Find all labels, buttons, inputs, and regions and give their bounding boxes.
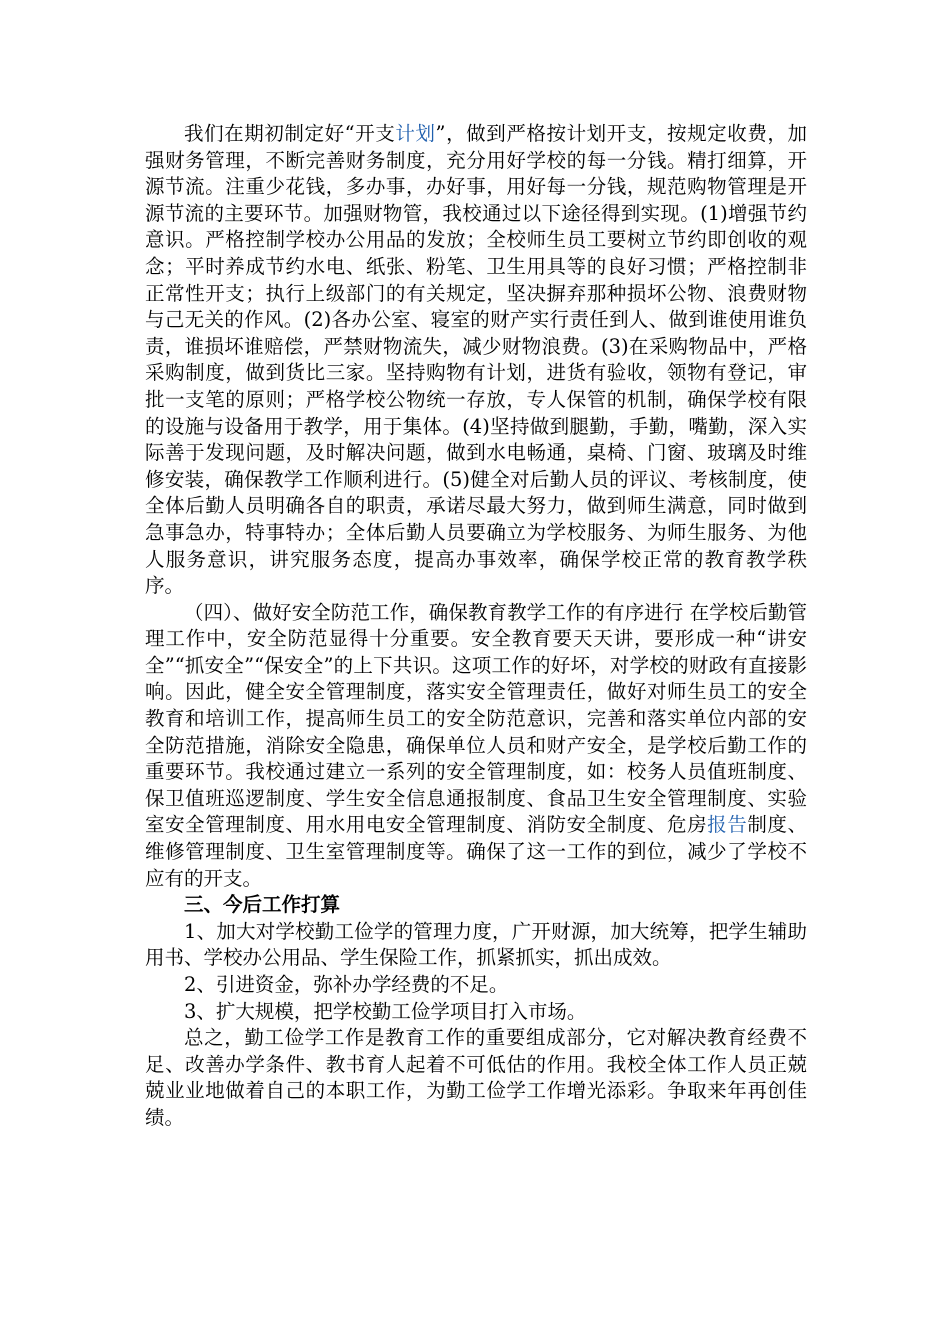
paragraph-conclusion: 总之，勤工俭学工作是教育工作的重要组成部分，它对解决教育经费不足、改善办学条件、教书育人起着不可低估的作用。我校全体工作人员正兢兢业业地做着自己的本职工作，为勤工俭学工作增光添彩。争取来年再创佳绩。: [145, 1026, 807, 1129]
report-link[interactable]: 报告: [707, 813, 748, 837]
plan-item-3: 3、扩大规模，把学校勤工俭学项目打入市场。: [184, 999, 587, 1023]
paragraph-text: （四）、做好安全防范工作，确保教育教学工作的有序进行 在学校后勤管理工作中，安全防范显得十分重要。安全教育要天天讲，要形成一种“讲安全”“抓安全”“保安全”的上下共识。这项工作的好坏，对学校的财政有直接影响。因此，健全安全管理制度，落实安全管理责任，做好对师生员工的安全教育和培训工作，提高师生员工的安全防范意识，完善和落实单位内部的安全防范措施，消除安全隐患，确保单位人员和财产安全，是学校后勤工作的重要环节。我校通过建立一系列的安全管理制度，如：校务人员值班制度、保卫值班巡逻制度、学生安全信息通报制度、食品卫生安全管理制度、实验室安全管理制度、用水用电安全管理制度、消防安全制度、危房: [145, 600, 807, 837]
paragraph-text: 制度、维修管理制度、卫生室管理制度等。确保了这一工作的到位，减少了学校不应有的开支。: [145, 813, 807, 890]
paragraph-safety-work: [145, 600, 807, 893]
paragraph-budget-control: [145, 121, 807, 600]
section-heading-future-plans: 三、今后工作打算: [184, 893, 341, 917]
paragraph-text: 我们在期初制定好“开支: [184, 122, 396, 145]
plan-link[interactable]: 计划: [395, 122, 436, 145]
document-body: [145, 121, 807, 1132]
plan-item-2: 2、引进资金，弥补办学经费的不足。: [184, 973, 509, 996]
plan-item-1: 1、加大对学校勤工俭学的管理力度，广开财源，加大统筹，把学生辅助用书、学校办公用品、学生保险工作，抓紧抓实，抓出成效。: [145, 919, 807, 970]
paragraph-text: ”，做到严格按计划开支，按规定收费，加强财务管理，不断完善财务制度，充分用好学校的每一分钱。精打细算，开源节流。注重少花钱，多办事，办好事，用好每一分钱，规范购物管理是开源节流的主要环节。加强财物管，我校通过以下途径得到实现。(1)增强节约意识。严格控制学校办公用品的发放；全校师生员工要树立节约即创收的观念；平时养成节约水电、纸张、粉笔、卫生用具等的良好习惯；严格控制非正常性开支；执行上级部门的有关规定，坚决摒弃那种损坏公物、浪费财物与己无关的作风。(2)各办公室、寝室的财产实行责任到人、做到谁使用谁负责，谁损坏谁赔偿，严禁财物流失，减少财物浪费。(3)在采购物品中，严格采购制度，做到货比三家。坚持购物有计划，进货有验收，领物有登记，审批一支笔的原则；严格学校公物统一存放，专人保管的机制，确保学校有限的设施与设备用于教学，用于集体。(4)坚持做到腿勤，手勤，嘴勤，深入实际善于发现问题，及时解决问题，做到水电畅通，桌椅、门窗、玻璃及时维修安装，确保教学工作顺利进行。(5)健全对后勤人员的评议、考核制度，使全体后勤人员明确各自的职责，承诺尽最大努力，做到师生满意，同时做到急事急办，特事特办；全体后勤人员要确立为学校服务、为师生服务、为他人服务意识，讲究服务态度，提高办事效率，确保学校正常的教育教学秩序。: [145, 122, 807, 598]
